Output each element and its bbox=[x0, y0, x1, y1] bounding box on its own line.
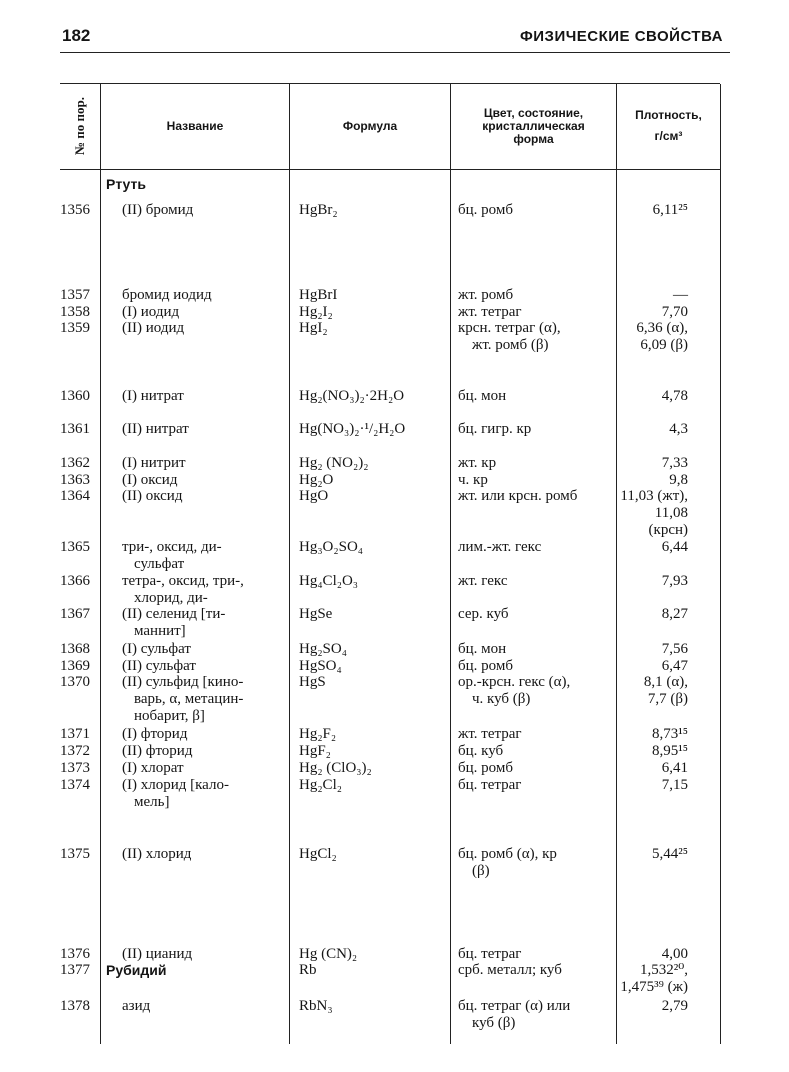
table-header-rule bbox=[60, 169, 720, 170]
compound-name: (II) бромид bbox=[122, 202, 194, 218]
column-header-name: Название bbox=[166, 118, 224, 133]
density: 7,33 bbox=[661, 455, 688, 471]
density: 7,93 bbox=[661, 573, 688, 589]
entry-number: 1374 bbox=[60, 777, 90, 793]
entry-number: 1375 bbox=[60, 846, 90, 862]
density: 5,44²⁵ bbox=[652, 846, 688, 862]
entry-number: 1377 bbox=[60, 962, 90, 978]
compound-name: (I) нитрит bbox=[122, 455, 186, 471]
color-state-form: бц. мон bbox=[458, 388, 507, 404]
color-state-form: бц. мон bbox=[458, 641, 507, 657]
entry-number: 1367 bbox=[60, 606, 90, 622]
formula: Hg (CN)₂ bbox=[299, 946, 358, 962]
density: 6,41 bbox=[661, 760, 688, 776]
column-header-number: № по пор. bbox=[72, 96, 87, 156]
compound-name: (I) нитрат bbox=[122, 388, 184, 404]
compound-name: (I) иодид bbox=[122, 304, 180, 320]
density: 8,95¹⁵ bbox=[652, 743, 688, 759]
compound-name: (II) иодид bbox=[122, 320, 185, 336]
column-header-density: Плотность, г/см³ bbox=[635, 108, 702, 143]
entry-number: 1364 bbox=[60, 488, 90, 504]
formula: HgSO₄ bbox=[299, 658, 342, 674]
compound-name: (I) фторид bbox=[122, 726, 188, 742]
entry-number: 1373 bbox=[60, 760, 90, 776]
density: 9,8 bbox=[669, 472, 688, 488]
formula: Hg₂O bbox=[299, 472, 334, 488]
formula: HgBrI bbox=[299, 287, 338, 303]
density: — bbox=[673, 287, 688, 303]
density: 6,36 (α), 6,09 (β) bbox=[636, 320, 688, 353]
compound-name: (II) фторид bbox=[122, 743, 193, 759]
entry-number: 1366 bbox=[60, 573, 90, 589]
color-state-form: жт. кр bbox=[458, 455, 497, 471]
formula: Hg(NO₃)₂·¹/₂H₂O bbox=[299, 421, 406, 437]
entry-number: 1357 bbox=[60, 287, 90, 303]
compound-name: бромид иодид bbox=[122, 287, 212, 303]
color-state-form: ор.-крсн. гекс (α), ч. куб (β) bbox=[458, 674, 571, 707]
column-divider bbox=[450, 84, 451, 1044]
entry-number: 1372 bbox=[60, 743, 90, 759]
table-top-rule bbox=[60, 83, 720, 84]
color-state-form: бц. ромб bbox=[458, 658, 513, 674]
color-state-form: бц. тетраг bbox=[458, 946, 522, 962]
formula: Hg₂ (NO₂)₂ bbox=[299, 455, 369, 471]
compound-name: (II) хлорид bbox=[122, 846, 192, 862]
color-state-form: бц. тетраг bbox=[458, 777, 522, 793]
entry-number: 1368 bbox=[60, 641, 90, 657]
compound-name: (II) цианид bbox=[122, 946, 193, 962]
column-header-color-state: Цвет, состояние, кристаллическая форма bbox=[482, 105, 585, 146]
entry-number: 1378 bbox=[60, 998, 90, 1014]
entry-number: 1370 bbox=[60, 674, 90, 690]
entry-number: 1360 bbox=[60, 388, 90, 404]
color-state-form: жт. тетраг bbox=[458, 726, 522, 742]
formula: Hg₂I₂ bbox=[299, 304, 333, 320]
density: 6,44 bbox=[661, 539, 688, 555]
formula: HgO bbox=[299, 488, 329, 504]
color-state-form: жт. гекс bbox=[458, 573, 508, 589]
formula: Hg₄Cl₂O₃ bbox=[299, 573, 359, 589]
formula: RbN₃ bbox=[299, 998, 333, 1014]
compound-name: (II) нитрат bbox=[122, 421, 189, 437]
compound-name: (II) селенид [ти- маннит] bbox=[122, 606, 226, 639]
color-state-form: лим.-жт. гекс bbox=[458, 539, 542, 555]
density: 8,73¹⁵ bbox=[652, 726, 688, 742]
header-rule bbox=[60, 52, 730, 53]
entry-number: 1376 bbox=[60, 946, 90, 962]
compound-name: (I) сульфат bbox=[122, 641, 191, 657]
color-state-form: срб. металл; куб bbox=[458, 962, 562, 978]
density: 11,03 (жт), 11,08 (крсн) bbox=[620, 488, 688, 538]
entry-number: 1371 bbox=[60, 726, 90, 742]
formula: HgCl₂ bbox=[299, 846, 337, 862]
compound-name: (II) сульфат bbox=[122, 658, 196, 674]
color-state-form: жт. ромб bbox=[458, 287, 514, 303]
formula: Hg₂ (ClO₃)₂ bbox=[299, 760, 372, 776]
page-number: 182 bbox=[62, 26, 91, 45]
formula: HgSe bbox=[299, 606, 333, 622]
density: 7,15 bbox=[661, 777, 688, 793]
page-header bbox=[0, 0, 789, 60]
column-header-formula: Формула bbox=[342, 118, 398, 133]
color-state-form: бц. тетраг (α) или куб (β) bbox=[458, 998, 571, 1031]
compound-name: азид bbox=[122, 998, 151, 1014]
density: 4,78 bbox=[661, 388, 688, 404]
density: 6,47 bbox=[661, 658, 688, 674]
entry-number: 1356 bbox=[60, 202, 90, 218]
compound-name: (II) оксид bbox=[122, 488, 183, 504]
entry-number: 1359 bbox=[60, 320, 90, 336]
entry-number: 1369 bbox=[60, 658, 90, 674]
formula: HgI₂ bbox=[299, 320, 328, 336]
color-state-form: бц. куб bbox=[458, 743, 504, 759]
column-divider bbox=[616, 84, 617, 1044]
formula: HgS bbox=[299, 674, 326, 690]
entry-number: 1365 bbox=[60, 539, 90, 555]
formula: Hg₂SO₄ bbox=[299, 641, 347, 657]
compound-name: (I) оксид bbox=[122, 472, 178, 488]
density: 7,70 bbox=[661, 304, 688, 320]
formula: HgF₂ bbox=[299, 743, 331, 759]
color-state-form: крсн. тетраг (α), жт. ромб (β) bbox=[458, 320, 561, 353]
density: 6,11²⁵ bbox=[652, 202, 688, 218]
color-state-form: ч. кр bbox=[458, 472, 488, 488]
compound-name: (I) хлорат bbox=[122, 760, 184, 776]
formula: HgBr₂ bbox=[299, 202, 338, 218]
color-state-form: бц. ромб bbox=[458, 202, 513, 218]
entry-number: 1361 bbox=[60, 421, 90, 437]
formula: Hg₃O₂SO₄ bbox=[299, 539, 364, 555]
compound-name: тетра-, оксид, три-, хлорид, ди- bbox=[122, 573, 244, 606]
color-state-form: жт. или крсн. ромб bbox=[458, 488, 578, 504]
density: 2,79 bbox=[661, 998, 688, 1014]
formula: Hg₂F₂ bbox=[299, 726, 337, 742]
column-divider bbox=[100, 84, 101, 1044]
column-divider bbox=[720, 84, 721, 1044]
entry-number: 1362 bbox=[60, 455, 90, 471]
density: 7,56 bbox=[661, 641, 688, 657]
formula: Hg₂(NO₃)₂·2H₂O bbox=[299, 388, 405, 404]
compound-name: (I) хлорид [кало- мель] bbox=[122, 777, 229, 810]
formula: Hg₂Cl₂ bbox=[299, 777, 342, 793]
element-group-heading: Рубидий bbox=[106, 962, 167, 978]
color-state-form: бц. гигр. кр bbox=[458, 421, 532, 437]
density: 4,3 bbox=[669, 421, 688, 437]
compound-name: три-, оксид, ди- сульфат bbox=[122, 539, 222, 572]
element-group-heading: Ртуть bbox=[106, 176, 146, 192]
density: 4,00 bbox=[661, 946, 688, 962]
color-state-form: сер. куб bbox=[458, 606, 509, 622]
formula: Rb bbox=[299, 962, 317, 978]
entry-number: 1363 bbox=[60, 472, 90, 488]
density: 8,27 bbox=[661, 606, 688, 622]
running-title: ФИЗИЧЕСКИЕ СВОЙСТВА bbox=[519, 28, 723, 45]
density: 8,1 (α), 7,7 (β) bbox=[643, 674, 688, 707]
color-state-form: бц. ромб (α), кр (β) bbox=[458, 846, 557, 879]
color-state-form: бц. ромб bbox=[458, 760, 513, 776]
compound-name: (II) сульфид [кино- варь, α, метацин- нобарит, β] bbox=[122, 674, 244, 724]
column-divider bbox=[289, 84, 290, 1044]
color-state-form: жт. тетраг bbox=[458, 304, 522, 320]
entry-number: 1358 bbox=[60, 304, 90, 320]
density: 1,532²⁰, 1,475³⁹ (ж) bbox=[620, 962, 688, 995]
